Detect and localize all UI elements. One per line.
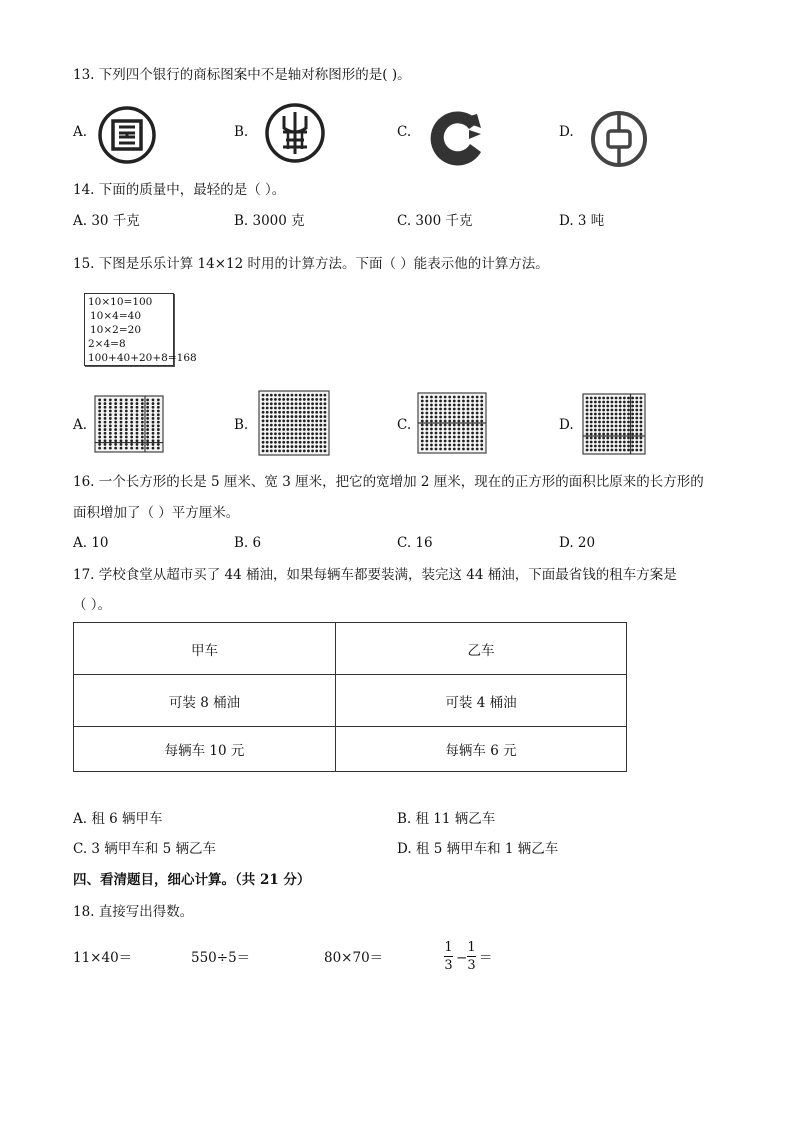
q14-stem: 14. 下面的质量中，最轻的是（ ）。: [73, 182, 286, 198]
q16-option-a[interactable]: A. 10: [73, 535, 109, 551]
fraction-bar: [444, 956, 453, 957]
denominator: 3: [444, 958, 453, 973]
fraction-1: [444, 941, 453, 972]
table-row: [74, 623, 627, 675]
q14-option-c[interactable]: C. 300 千克: [397, 213, 473, 229]
q15-option-d-label[interactable]: D.: [559, 417, 574, 433]
bank-logo-ccb-icon[interactable]: [429, 108, 491, 166]
q13-option-a-label[interactable]: A.: [73, 124, 88, 140]
q17-option-a[interactable]: A. 租 6 辆甲车: [73, 811, 163, 827]
q15-stem: 15. 下图是乐乐计算 14×12 时用的计算方法。下面（ ）能表示他的计算方法。: [73, 256, 549, 272]
numerator: 1: [444, 940, 453, 955]
section-heading: 四、看清题目，细心计算。（共 21 分）: [73, 872, 311, 888]
table-cell: 每辆车 6 元: [336, 727, 627, 772]
q18-item-1: 11×40＝: [73, 950, 133, 966]
denominator: 3: [467, 958, 476, 973]
q17-stem-line2: （ ）。: [73, 597, 112, 613]
calc-line: 2×4=8: [88, 338, 126, 350]
q16-stem-line1: 16. 一个长方形的长是 5 厘米、宽 3 厘米，把它的宽增加 2 厘米，现在的正方形的面积比原来的长方形的: [73, 474, 704, 490]
q16-stem-line2: 面积增加了（ ）平方厘米。: [73, 505, 240, 521]
q15-option-c-dot-grid[interactable]: [417, 392, 487, 454]
calc-line: 10×4=40: [90, 310, 141, 322]
calc-line: 10×2=20: [90, 324, 141, 336]
q15-option-c-label[interactable]: C.: [397, 417, 412, 433]
fraction-bar: [467, 956, 476, 957]
q15-option-b-label[interactable]: B.: [234, 417, 249, 433]
q16-option-c[interactable]: C. 16: [397, 535, 433, 551]
calc-line: 10×10=100: [88, 296, 153, 308]
q18-item-2: 550÷5＝: [191, 950, 251, 966]
rental-table: [73, 622, 627, 772]
table-cell: 每辆车 10 元: [74, 727, 336, 772]
table-cell: 可装 8 桶油: [74, 675, 336, 727]
q15-option-a-label[interactable]: A.: [73, 417, 88, 433]
calc-line: 100+40+20+8=168: [88, 352, 197, 364]
q13-option-d-label[interactable]: D.: [559, 124, 574, 140]
table-row: [74, 675, 627, 727]
table-cell: 可装 4 桶油: [336, 675, 627, 727]
q13-stem: 13. 下列四个银行的商标图案中不是轴对称图形的是( )。: [73, 67, 411, 83]
q15-option-a-dot-grid[interactable]: [94, 395, 164, 453]
numerator: 1: [467, 940, 476, 955]
q14-option-a[interactable]: A. 30 千克: [73, 213, 140, 229]
q14-option-d[interactable]: D. 3 吨: [559, 213, 605, 229]
table-row: [74, 727, 627, 772]
equals-sign: ＝: [479, 950, 493, 966]
q17-option-c[interactable]: C. 3 辆甲车和 5 辆乙车: [73, 841, 216, 857]
bank-logo-abc-icon[interactable]: [264, 102, 326, 164]
q13-option-b-label[interactable]: B.: [234, 124, 249, 140]
q15-option-d-dot-grid[interactable]: [582, 393, 646, 455]
q17-option-d[interactable]: D. 租 5 辆甲车和 1 辆乙车: [397, 841, 559, 857]
table-header-cell: 甲车: [74, 623, 336, 675]
q15-option-b-dot-grid[interactable]: [258, 390, 330, 456]
q17-option-b[interactable]: B. 租 11 辆乙车: [397, 811, 496, 827]
q16-option-b[interactable]: B. 6: [234, 535, 262, 551]
q18-item-3: 80×70＝: [324, 950, 384, 966]
fraction-2: [467, 941, 476, 972]
bank-logo-icbc-icon[interactable]: [97, 106, 157, 164]
bank-logo-boc-icon[interactable]: [589, 110, 649, 168]
q13-option-c-label[interactable]: C.: [397, 124, 412, 140]
minus-sign: −: [456, 950, 468, 966]
table-header-cell: 乙车: [336, 623, 627, 675]
q16-option-d[interactable]: D. 20: [559, 535, 596, 551]
q15-calculation-box: [84, 293, 197, 366]
q18-stem: 18. 直接写出得数。: [73, 904, 194, 920]
q14-option-b[interactable]: B. 3000 克: [234, 213, 305, 229]
q17-stem-line1: 17. 学校食堂从超市买了 44 桶油，如果每辆车都要装满，装完这 44 桶油，下面最省钱的租车方案是: [73, 567, 677, 583]
